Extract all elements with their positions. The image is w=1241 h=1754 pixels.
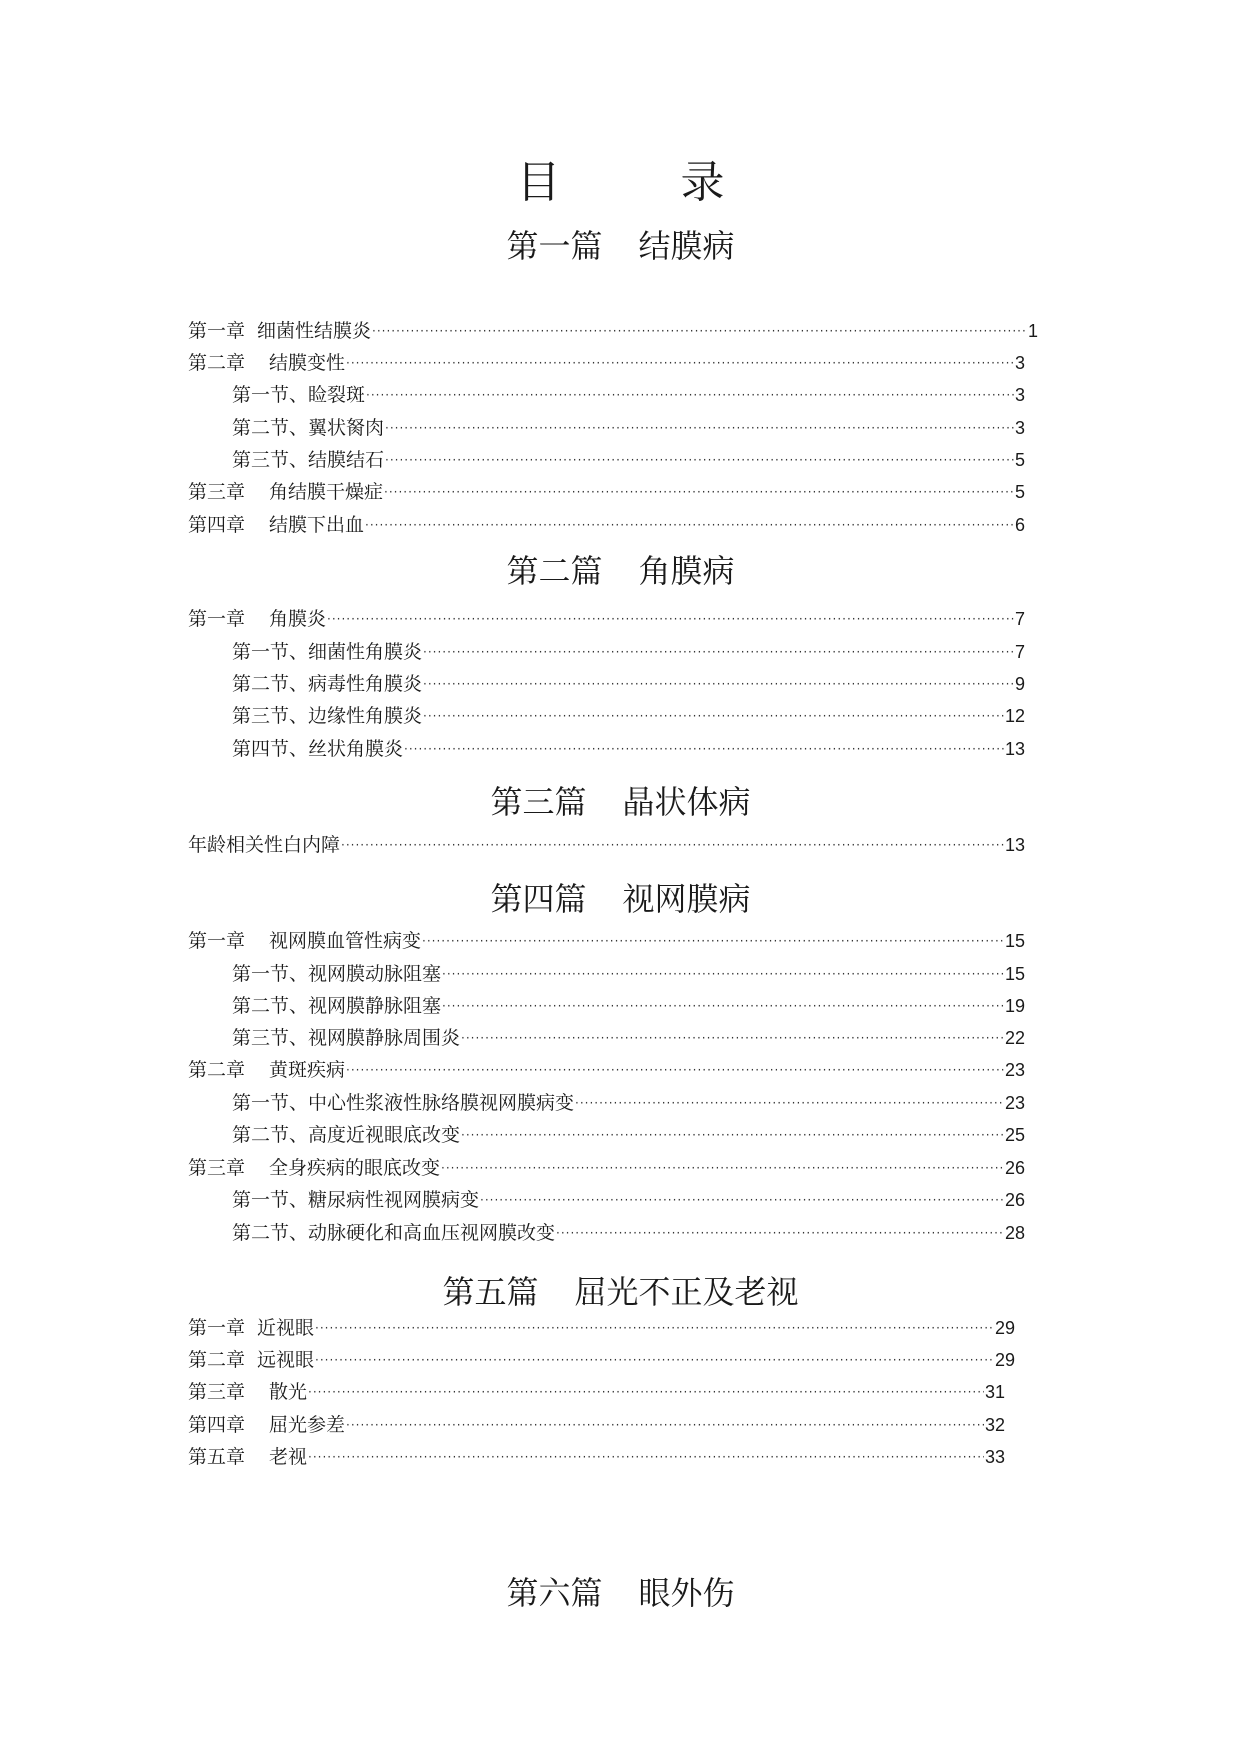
part-number: 第四篇 — [490, 880, 587, 918]
entry-number: 第四节、 — [232, 738, 309, 760]
entry-number: 第一节、 — [232, 384, 309, 406]
entry-label — [232, 637, 422, 667]
entry-page-number: 29 — [994, 1318, 1015, 1338]
entry-title: 老视 — [269, 1446, 308, 1468]
entry-label — [232, 669, 422, 699]
entry-page-number: 31 — [984, 1382, 1005, 1402]
entry-number: 第三章 — [188, 1381, 246, 1403]
part-heading — [0, 1272, 1241, 1312]
entry-number: 第二节、 — [232, 417, 309, 439]
dot-leader — [327, 608, 1014, 630]
dot-leader — [461, 1027, 1004, 1049]
toc-entry — [188, 604, 1025, 634]
entry-page-number: 29 — [994, 1350, 1015, 1370]
part-heading — [0, 879, 1241, 919]
entry-title: 屈光参差 — [269, 1414, 346, 1436]
dot-leader — [346, 1059, 1004, 1081]
entry-number: 第二章 — [188, 1059, 246, 1081]
dot-leader — [308, 1381, 984, 1403]
entry-title: 视网膜静脉周围炎 — [308, 1027, 461, 1049]
entry-title: 角结膜干燥症 — [269, 481, 384, 503]
toc-entry — [188, 1377, 1005, 1407]
entry-page-number: 9 — [1014, 674, 1025, 694]
entry-label — [232, 1088, 574, 1118]
part-title: 视网膜病 — [622, 880, 751, 918]
toc-entry — [188, 477, 1025, 507]
entry-number: 第三节、 — [232, 705, 309, 727]
dot-leader — [385, 417, 1014, 439]
toc-entry — [188, 1055, 1025, 1085]
entry-page-number: 26 — [1004, 1190, 1025, 1210]
toc-entry — [188, 348, 1025, 378]
entry-number: 第一章 — [188, 1317, 246, 1339]
entry-page-number: 3 — [1014, 418, 1025, 438]
entry-number: 第二节、 — [232, 673, 309, 695]
entry-page-number: 1 — [1027, 321, 1038, 341]
entry-title: 细菌性角膜炎 — [308, 641, 423, 663]
entry-number: 第五章 — [188, 1446, 246, 1468]
toc-entry — [188, 1345, 1015, 1375]
dot-leader — [442, 995, 1004, 1017]
entry-label — [188, 510, 364, 540]
part-heading — [0, 551, 1241, 591]
entry-title: 睑裂斑 — [308, 384, 366, 406]
entry-page-number: 5 — [1014, 482, 1025, 502]
entry-number: 第三章 — [188, 1157, 246, 1179]
entry-label — [232, 701, 422, 731]
entry-title: 结膜结石 — [308, 449, 385, 471]
entry-label — [188, 926, 421, 956]
entry-number: 第二节、 — [232, 995, 309, 1017]
entry-number: 第二章 — [188, 1349, 246, 1371]
dot-leader — [365, 514, 1014, 536]
dot-leader — [556, 1222, 1004, 1244]
toc-entry — [188, 1410, 1005, 1440]
dot-leader — [315, 1349, 994, 1371]
part-title: 晶状体病 — [622, 783, 751, 821]
dot-leader — [575, 1092, 1004, 1114]
entry-page-number: 13 — [1004, 739, 1025, 759]
entry-page-number: 15 — [1004, 931, 1025, 951]
entry-number: 第一章 — [188, 608, 246, 630]
entry-title: 全身疾病的眼底改变 — [269, 1157, 441, 1179]
part-heading — [0, 782, 1241, 822]
dot-leader — [366, 384, 1014, 406]
entry-page-number: 3 — [1014, 385, 1025, 405]
toc-entry — [188, 1153, 1025, 1183]
entry-label — [232, 959, 441, 989]
toc-entry — [188, 830, 1025, 860]
toc-entry — [188, 510, 1025, 540]
entry-label — [232, 413, 384, 443]
entry-page-number: 32 — [984, 1415, 1005, 1435]
toc-entry — [232, 991, 1025, 1021]
entry-label — [188, 1442, 307, 1472]
entry-number: 第一节、 — [232, 1092, 309, 1114]
entry-title: 年龄相关性白内障 — [188, 834, 341, 856]
entry-label — [232, 1120, 460, 1150]
part-heading — [0, 1573, 1241, 1613]
entry-label — [232, 734, 403, 764]
entry-number: 第二章 — [188, 352, 246, 374]
entry-title: 近视眼 — [257, 1317, 315, 1339]
entry-page-number: 12 — [1004, 706, 1025, 726]
entry-number: 第四章 — [188, 1414, 246, 1436]
entry-label — [188, 477, 383, 507]
entry-label — [188, 1377, 307, 1407]
toc-entry — [232, 1120, 1025, 1150]
entry-page-number: 13 — [1004, 835, 1025, 855]
toc-entry — [232, 959, 1025, 989]
dot-leader — [384, 481, 1014, 503]
entry-page-number: 7 — [1014, 609, 1025, 629]
entry-number: 第三节、 — [232, 1027, 309, 1049]
toc-entry — [232, 1185, 1025, 1215]
toc-entry — [232, 1023, 1025, 1053]
part-number: 第五篇 — [442, 1273, 539, 1311]
entry-page-number: 6 — [1014, 515, 1025, 535]
entry-label — [188, 316, 371, 346]
dot-leader — [385, 449, 1014, 471]
entry-label — [232, 380, 365, 410]
part-title: 屈光不正及老视 — [574, 1273, 799, 1311]
entry-label — [232, 1023, 460, 1053]
entry-title: 中心性浆液性脉络膜视网膜病变 — [308, 1092, 575, 1114]
entry-label — [188, 1345, 314, 1375]
toc-entry — [232, 734, 1025, 764]
entry-page-number: 26 — [1004, 1158, 1025, 1178]
dot-leader — [423, 673, 1014, 695]
entry-title: 高度近视眼底改变 — [308, 1124, 461, 1146]
entry-page-number: 25 — [1004, 1125, 1025, 1145]
part-number: 第六篇 — [506, 1574, 603, 1612]
entry-title: 视网膜血管性病变 — [269, 930, 422, 952]
part-title: 结膜病 — [638, 227, 735, 265]
dot-leader — [315, 1317, 994, 1339]
entry-page-number: 33 — [984, 1447, 1005, 1467]
dot-leader — [341, 834, 1004, 856]
entry-number: 第四章 — [188, 514, 246, 536]
dot-leader — [372, 320, 1027, 342]
toc-entry — [232, 1218, 1025, 1248]
entry-title: 视网膜动脉阻塞 — [308, 963, 442, 985]
entry-title: 翼状胬肉 — [308, 417, 385, 439]
entry-page-number: 23 — [1004, 1093, 1025, 1113]
part-title: 眼外伤 — [638, 1574, 735, 1612]
toc-entry — [232, 669, 1025, 699]
toc-entry — [232, 701, 1025, 731]
entry-title: 结膜变性 — [269, 352, 346, 374]
entry-title: 细菌性结膜炎 — [257, 320, 372, 342]
entry-title: 糖尿病性视网膜病变 — [308, 1189, 480, 1211]
toc-entry — [188, 1442, 1005, 1472]
dot-leader — [461, 1124, 1004, 1146]
entry-label — [188, 1153, 440, 1183]
entry-title: 远视眼 — [257, 1349, 315, 1371]
entry-page-number: 7 — [1014, 642, 1025, 662]
entry-number: 第一节、 — [232, 1189, 309, 1211]
part-title: 角膜病 — [638, 552, 735, 590]
entry-label — [188, 1313, 314, 1343]
dot-leader — [404, 738, 1004, 760]
part-heading — [0, 226, 1241, 266]
entry-page-number: 28 — [1004, 1223, 1025, 1243]
entry-number: 第一章 — [188, 930, 246, 952]
toc-entry — [188, 926, 1025, 956]
page-title: 目 录 — [516, 157, 763, 208]
dot-leader — [422, 930, 1004, 952]
toc-entry — [188, 316, 1038, 346]
entry-page-number: 23 — [1004, 1060, 1025, 1080]
entry-label — [188, 604, 326, 634]
entry-number: 第二节、 — [232, 1124, 309, 1146]
part-number: 第三篇 — [490, 783, 587, 821]
dot-leader — [441, 1157, 1004, 1179]
entry-title: 角膜炎 — [269, 608, 327, 630]
entry-label — [188, 1055, 345, 1085]
entry-number: 第二节、 — [232, 1222, 309, 1244]
entry-label — [232, 1185, 479, 1215]
entry-title: 视网膜静脉阻塞 — [308, 995, 442, 1017]
entry-number: 第三章 — [188, 481, 246, 503]
entry-title: 结膜下出血 — [269, 514, 365, 536]
part-number: 第二篇 — [506, 552, 603, 590]
toc-entry — [232, 445, 1025, 475]
dot-leader — [346, 1414, 984, 1436]
entry-number: 第一节、 — [232, 963, 309, 985]
entry-title: 边缘性角膜炎 — [308, 705, 423, 727]
entry-page-number: 15 — [1004, 964, 1025, 984]
entry-title: 丝状角膜炎 — [308, 738, 404, 760]
toc-entry — [232, 1088, 1025, 1118]
entry-title: 黄斑疾病 — [269, 1059, 346, 1081]
entry-title: 病毒性角膜炎 — [308, 673, 423, 695]
dot-leader — [442, 963, 1004, 985]
dot-leader — [423, 641, 1014, 663]
entry-title: 散光 — [269, 1381, 308, 1403]
entry-number: 第一章 — [188, 320, 246, 342]
dot-leader — [423, 705, 1004, 727]
toc-entry — [232, 637, 1025, 667]
entry-label — [232, 445, 384, 475]
dot-leader — [346, 352, 1014, 374]
toc-entry — [188, 1313, 1015, 1343]
entry-label — [188, 1410, 345, 1440]
dot-leader — [480, 1189, 1004, 1211]
entry-page-number: 5 — [1014, 450, 1025, 470]
entry-label — [232, 991, 441, 1021]
entry-label — [188, 830, 340, 860]
entry-page-number: 19 — [1004, 996, 1025, 1016]
part-number: 第一篇 — [506, 227, 603, 265]
toc-entry — [232, 413, 1025, 443]
entry-title: 动脉硬化和高血压视网膜改变 — [308, 1222, 556, 1244]
entry-label — [188, 348, 345, 378]
dot-leader — [308, 1446, 984, 1468]
entry-number: 第一节、 — [232, 641, 309, 663]
entry-label — [232, 1218, 555, 1248]
toc-entry — [232, 380, 1025, 410]
entry-page-number: 3 — [1014, 353, 1025, 373]
entry-number: 第三节、 — [232, 449, 309, 471]
entry-page-number: 22 — [1004, 1028, 1025, 1048]
